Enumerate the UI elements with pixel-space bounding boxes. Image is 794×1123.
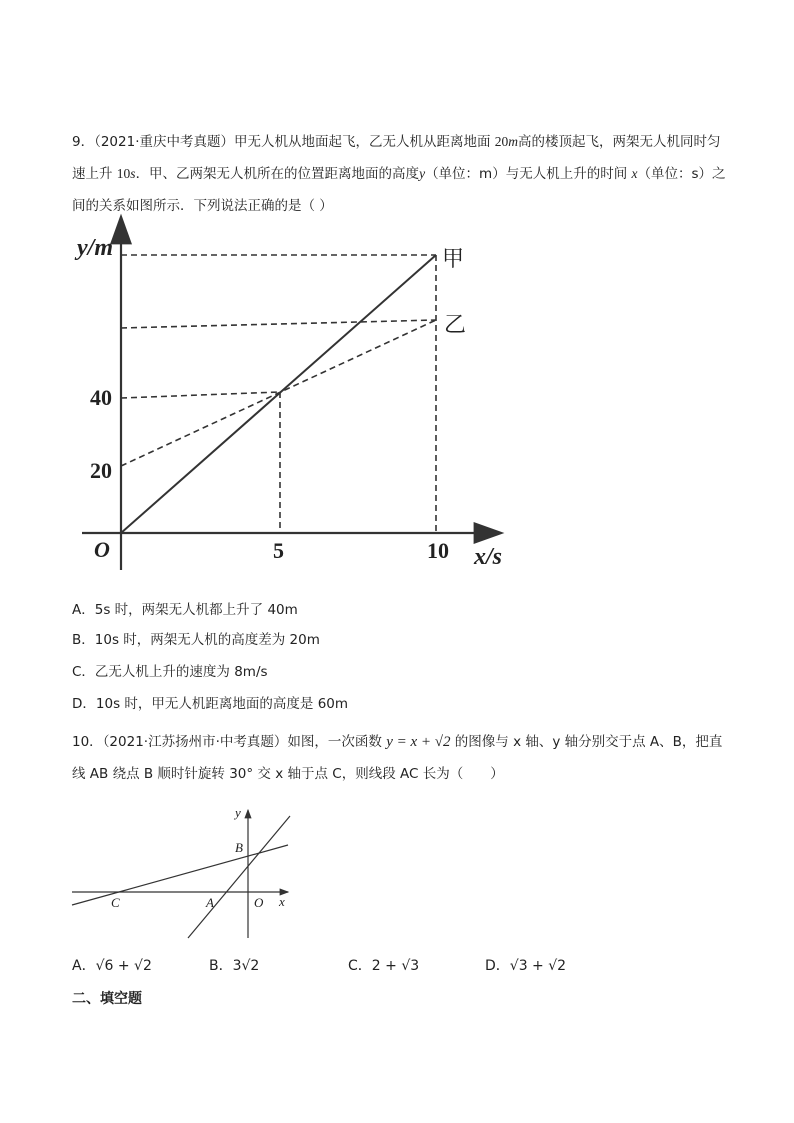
q9-graph xyxy=(70,205,530,585)
q9-unit-x: （单位：s）之间的关系如图所示．下列说法正确的是（ ） xyxy=(72,166,726,214)
q10-choice-b: B．3√2 xyxy=(209,958,260,974)
question-10-stem xyxy=(72,726,732,790)
q10-label-a: A xyxy=(206,895,214,910)
q10-source: （2021·江苏扬州市·中考真题） xyxy=(102,734,288,750)
q10-text-b: 的图像与 x 轴、y 轴分别交于点 A、B，把直线 AB 绕点 B 顺时针旋转 30° 交 x 轴于点 C，则线段 AC 长为（ ） xyxy=(72,734,723,782)
q10-label-o: O xyxy=(254,895,264,910)
q9-y-axis-label: y/m xyxy=(77,235,113,261)
q9-tick-20: 20 xyxy=(90,458,112,483)
section-heading: 二、填空题 xyxy=(72,991,142,1007)
q9-guide-yi-top xyxy=(121,320,436,328)
q9-label-yi: 乙 xyxy=(444,313,467,338)
q9-tick-5: 5 xyxy=(273,538,284,563)
q10-line-ab xyxy=(188,816,290,938)
q9-unit-m: m xyxy=(508,134,519,149)
q10-label-x: x xyxy=(279,894,285,909)
q10-text-a: 如图，一次函数 xyxy=(287,734,382,750)
q9-line-jia xyxy=(121,255,436,533)
q9-height: 20 xyxy=(494,134,509,149)
q9-x-axis-label: x/s xyxy=(474,544,503,570)
q9-guide-40 xyxy=(121,392,280,398)
q9-text-c: ．甲、乙两架无人机所在的位置距离地面的高度 xyxy=(135,166,420,182)
q9-unit-y: （单位：m）与无人机上升的时间 xyxy=(425,166,628,182)
q9-var-x: x xyxy=(631,166,638,181)
q9-origin-label: O xyxy=(94,537,110,562)
q9-label-jia: 甲 xyxy=(442,247,465,272)
q10-label-y: y xyxy=(235,805,241,820)
q10-number: 10． xyxy=(72,734,103,750)
q10-choice-a: A．√6 + √2 xyxy=(72,958,152,974)
q9-option-d: D．10s 时，甲无人机距离地面的高度是 60m xyxy=(72,696,349,712)
q9-option-c: C．乙无人机上升的速度为 8m/s xyxy=(72,664,268,680)
q9-option-b: B．10s 时，两架无人机的高度差为 20m xyxy=(72,632,320,648)
q10-choice-c: C．2 + √3 xyxy=(348,958,420,974)
q9-source: （2021·重庆中考真题） xyxy=(94,134,234,150)
q9-option-a: A．5s 时，两架无人机都上升了 40m xyxy=(72,602,298,618)
q9-unit-s: s xyxy=(130,166,136,181)
q9-text-b: 高的楼顶起飞，两架无人机同时匀速上升 xyxy=(72,134,721,182)
q9-tick-40: 40 xyxy=(90,385,112,410)
q9-number: 9． xyxy=(72,134,95,150)
q10-graph xyxy=(70,800,310,945)
q10-label-c: C xyxy=(111,895,120,910)
q9-var-y: y xyxy=(419,166,426,181)
q9-tick-10: 10 xyxy=(427,538,449,563)
q10-choice-d: D．√3 + √2 xyxy=(485,958,567,974)
q9-time: 10 xyxy=(116,166,131,181)
q9-text-a: 甲无人机从地面起飞，乙无人机从距离地面 xyxy=(234,134,491,150)
q10-formula: y = x + √2 xyxy=(386,734,451,750)
q10-label-b: B xyxy=(235,840,243,855)
